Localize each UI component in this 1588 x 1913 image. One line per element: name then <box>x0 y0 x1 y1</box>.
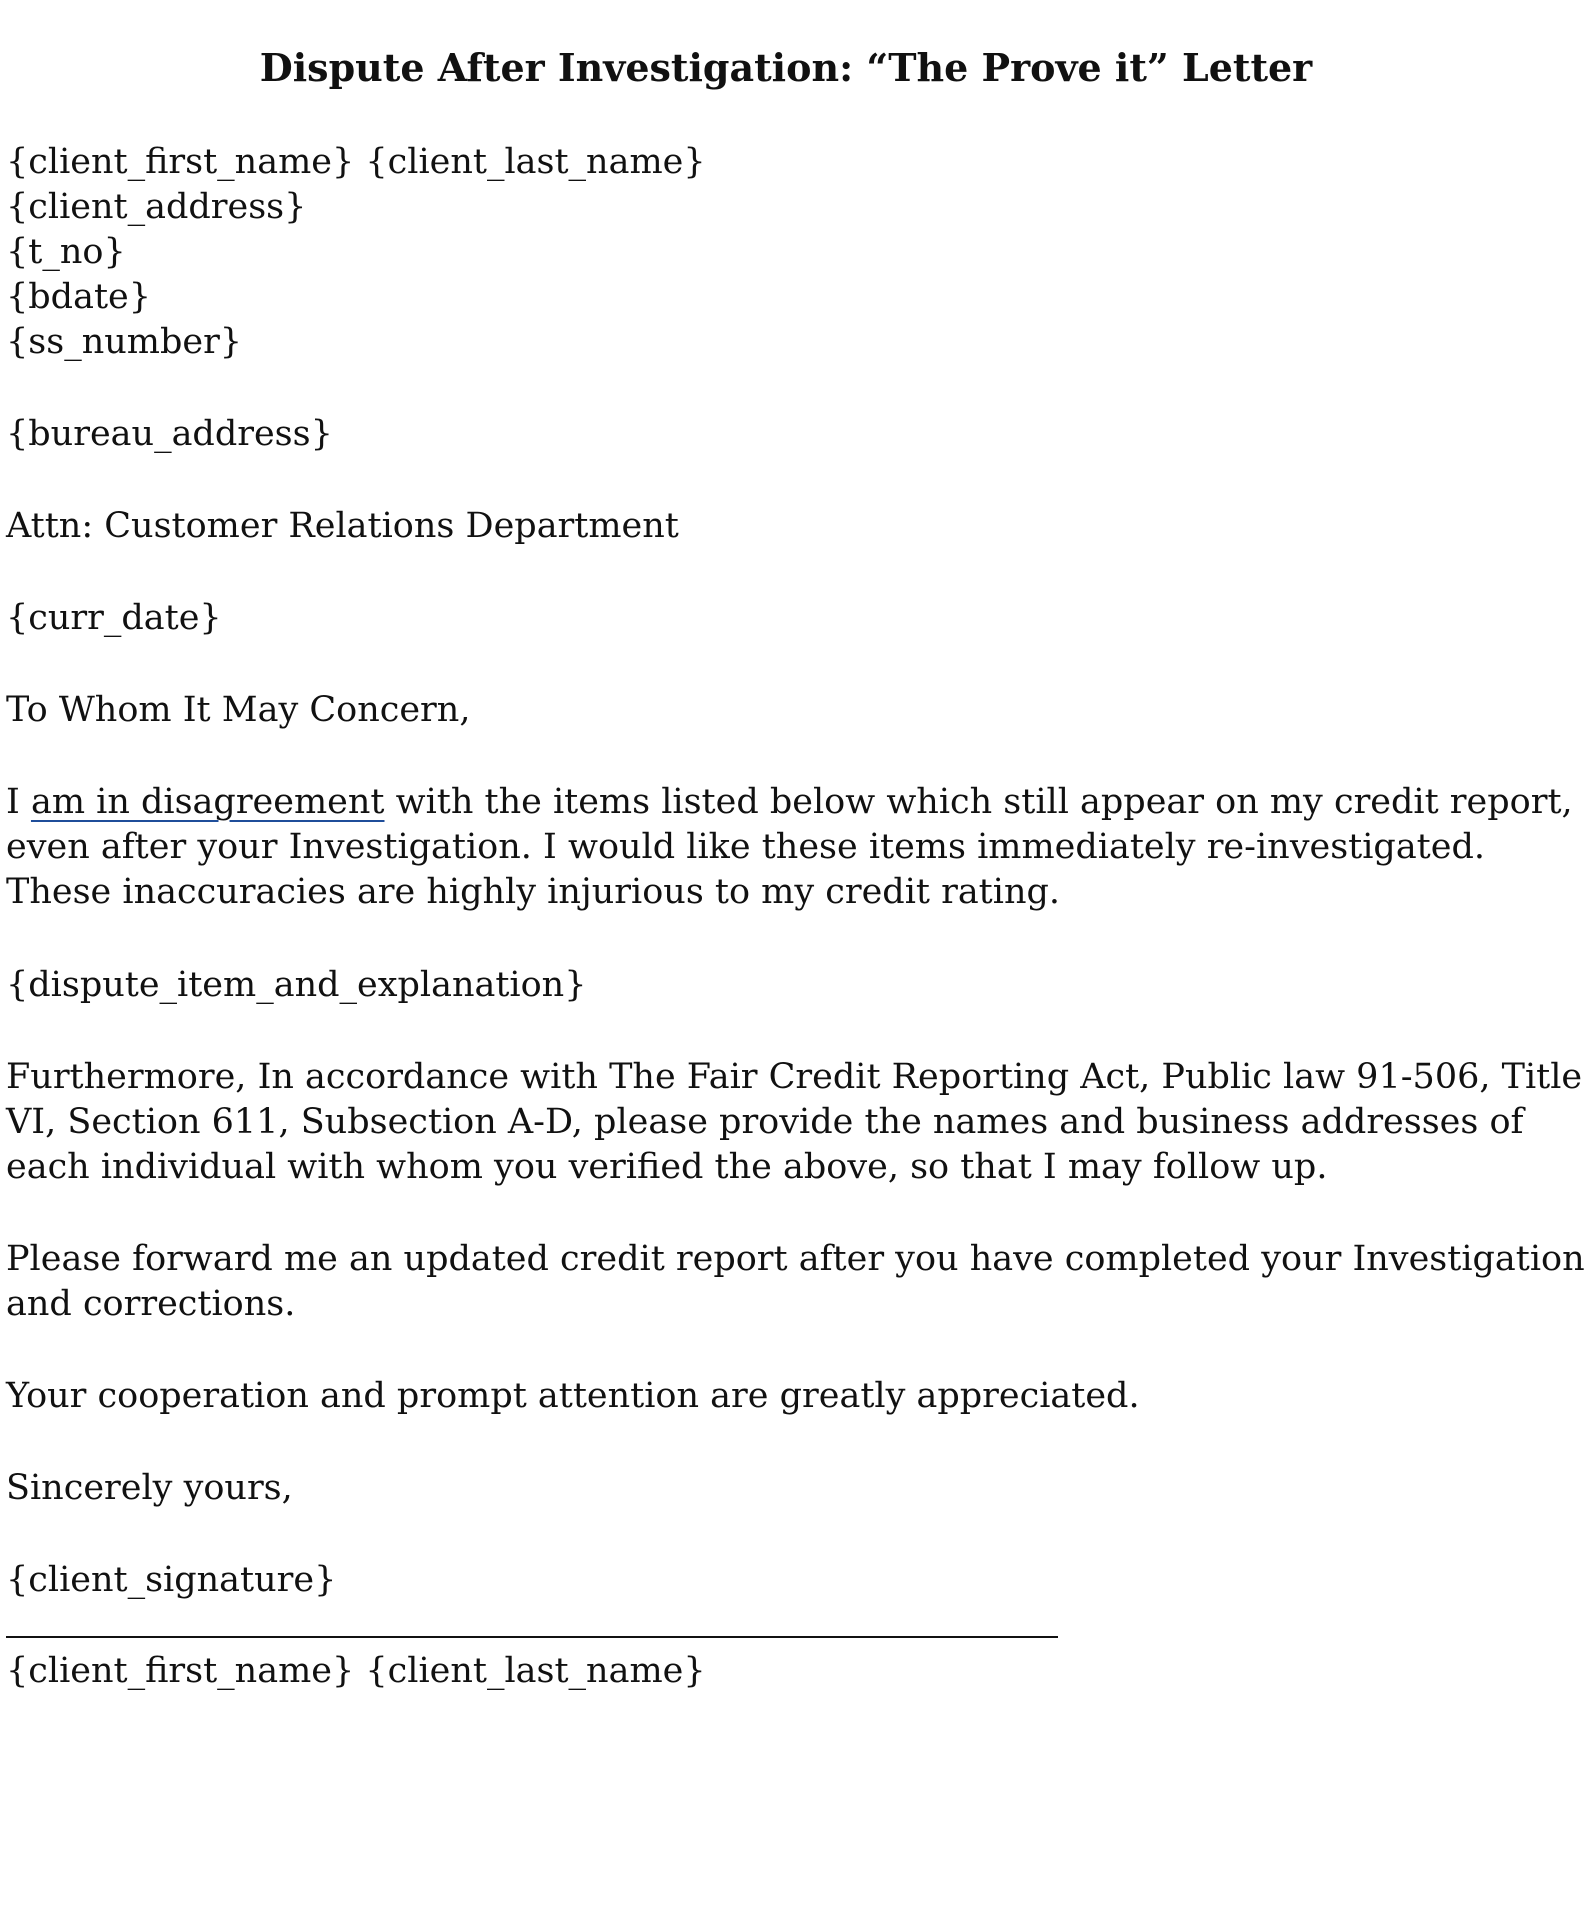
client-ssn: {ss_number} <box>6 322 243 362</box>
paragraph-line: each individual with whom you verified the above, so that I may follow up. <box>6 1147 1328 1187</box>
letter-date: {curr_date} <box>6 598 222 638</box>
paragraph-line <box>6 780 1573 825</box>
client-signature: {client_signature} <box>6 1560 337 1600</box>
text-run: I <box>6 782 31 822</box>
client-name: {client_first_name} {client_last_name} <box>6 142 706 182</box>
client-phone: {t_no} <box>6 232 126 272</box>
text-run: with the items listed below which still appear on my credit report, <box>384 782 1573 822</box>
paragraph-fcra <box>6 1055 1582 1190</box>
closing: Sincerely yours, <box>6 1468 293 1508</box>
paragraph-line: even after your Investigation. I would like these items immediately re-investigated. <box>6 827 1485 867</box>
client-address: {client_address} <box>6 187 307 227</box>
salutation: To Whom It May Concern, <box>6 690 471 730</box>
paragraph-line: Furthermore, In accordance with The Fair Credit Reporting Act, Public law 91-506, Title <box>6 1057 1583 1097</box>
paragraph-line: VI, Section 611, Subsection A-D, please provide the names and business addresses of <box>6 1102 1524 1142</box>
dispute-items: {dispute_item_and_explanation} <box>6 965 587 1005</box>
grammar-flagged-text[interactable]: am in disagreement <box>30 782 385 822</box>
letter-title: Dispute After Investigation: “The Prove it” Letter <box>259 45 1313 90</box>
paragraph-line: and corrections. <box>6 1284 296 1324</box>
signature-line <box>6 1636 1058 1638</box>
client-header-block <box>6 140 706 365</box>
paragraph-disagreement <box>6 780 1573 915</box>
paragraph-updated-report <box>6 1237 1585 1327</box>
paragraph-line: Please forward me an updated credit report after you have completed your Investigation <box>6 1239 1585 1279</box>
paragraph-line: These inaccuracies are highly injurious to my credit rating. <box>6 872 1061 912</box>
paragraph-cooperation: Your cooperation and prompt attention are greatly appreciated. <box>6 1376 1140 1416</box>
signed-name: {client_first_name} {client_last_name} <box>6 1651 706 1691</box>
client-birthdate: {bdate} <box>6 277 151 317</box>
bureau-address: {bureau_address} <box>6 414 333 454</box>
attn-line: Attn: Customer Relations Department <box>6 506 679 546</box>
